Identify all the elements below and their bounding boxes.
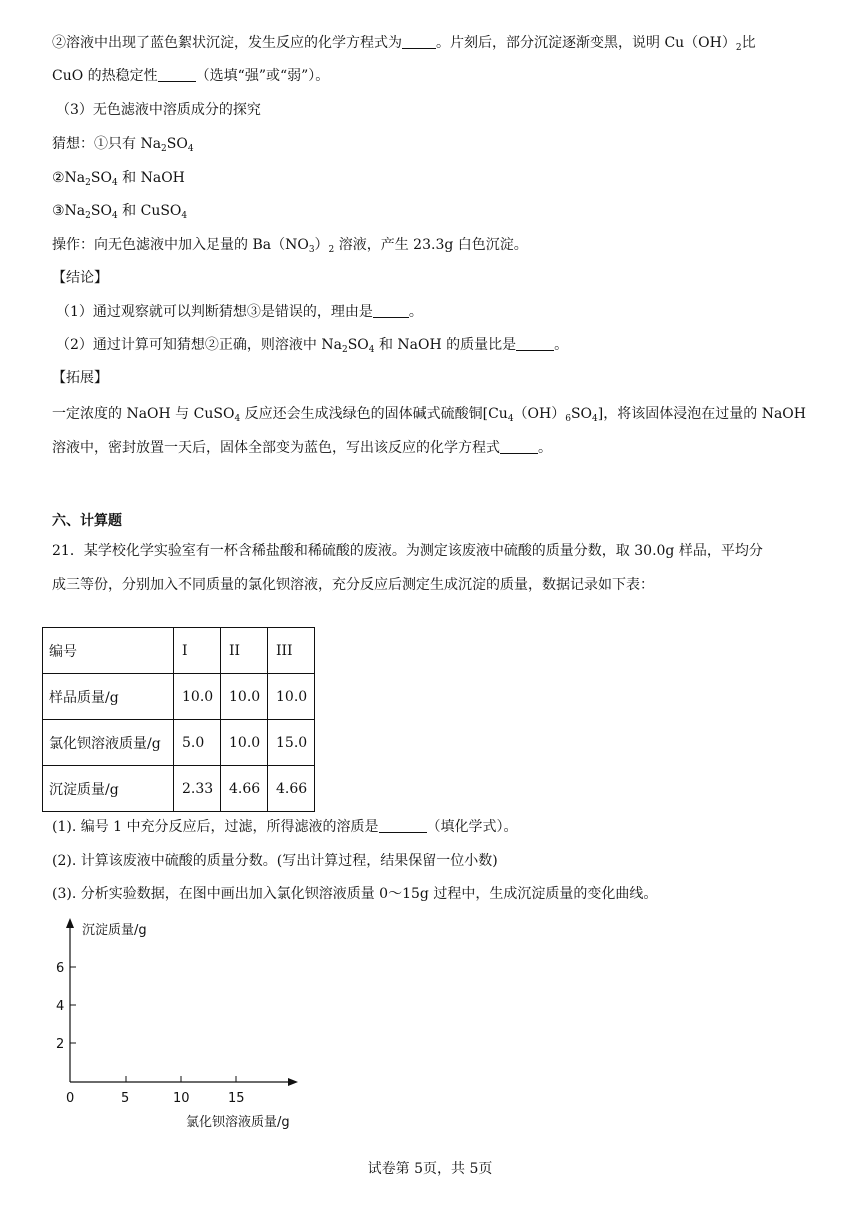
- text: 溶液，产生 23.3g 白色沉淀。: [334, 237, 528, 253]
- x-tick-label: 5: [121, 1091, 130, 1106]
- page-footer: 试卷第 5页，共 5页: [367, 1161, 493, 1177]
- text: 猜想：①只有 Na: [52, 136, 162, 152]
- table-row: [43, 674, 315, 720]
- table-cell: 沉淀质量/g: [43, 766, 174, 812]
- table-cell: 2.33: [174, 766, 221, 812]
- subscript: 4: [187, 144, 194, 154]
- subscript: 2: [341, 345, 348, 355]
- text: 和 CuSO: [117, 203, 182, 219]
- extend-line2: [52, 438, 552, 458]
- section-title: 六、计算题: [52, 513, 122, 529]
- text: 。片刻后，部分沉淀逐渐变黑，说明 Cu（OH）: [436, 35, 736, 51]
- text: （选填“强”或“弱”）。: [195, 68, 330, 84]
- table-cell: 10.0: [221, 720, 268, 766]
- data-table: [42, 627, 315, 812]
- text: 。: [408, 304, 423, 320]
- text: SO: [347, 337, 369, 353]
- subscript: 4: [234, 414, 241, 424]
- q21-line1: 21．某学校化学实验室有一杯含稀盐酸和稀硫酸的废液。为测定该废液中硫酸的质量分数，取 30.0g 样品，平均分: [52, 543, 763, 559]
- y-tick-label: 6: [56, 961, 65, 976]
- x-axis-label: 氯化钡溶液质量/g: [186, 1115, 290, 1130]
- text: （1）通过观察就可以判断猜想③是错误的，理由是: [56, 304, 373, 320]
- subquestion-2: (2). 计算该废液中硫酸的质量分数。(写出计算过程，结果保留一位小数): [52, 853, 498, 869]
- table-cell: 5.0: [174, 720, 221, 766]
- subscript: 4: [111, 211, 118, 221]
- text: 比: [741, 35, 756, 51]
- table-cell: 10.0: [268, 674, 315, 720]
- text: SO: [166, 136, 188, 152]
- text: ③Na: [52, 203, 86, 219]
- text: ②Na: [52, 170, 86, 186]
- extend-title: 【拓展】: [52, 370, 108, 386]
- subquestion-1: [52, 817, 518, 837]
- table-cell: II: [221, 628, 268, 674]
- subscript: 2: [328, 245, 335, 255]
- x-tick-label: 0: [66, 1091, 75, 1106]
- q20-item2-line1: [52, 33, 756, 53]
- conclusion-1: [56, 302, 423, 322]
- table-cell: I: [174, 628, 221, 674]
- conclusion-title: 【结论】: [52, 270, 108, 286]
- text: 和 NaOH: [117, 170, 185, 186]
- text: (1). 编号 1 中充分反应后，过滤，所得滤液的溶质是: [52, 819, 379, 835]
- conclusion-2: [56, 335, 568, 355]
- subscript: 2: [85, 178, 91, 188]
- table-cell: 15.0: [268, 720, 315, 766]
- text: SO: [90, 170, 112, 186]
- y-axis-arrow-icon: [66, 918, 74, 928]
- answer-graph[interactable]: [44, 912, 324, 1134]
- text: SO: [90, 203, 112, 219]
- table-cell: 样品质量/g: [43, 674, 174, 720]
- y-axis-label: 沉淀质量/g: [82, 923, 147, 938]
- x-tick-label: 10: [173, 1091, 190, 1106]
- text: ]，将该固体浸泡在过量的 NaOH: [597, 406, 806, 422]
- answer-blank[interactable]: [516, 336, 554, 351]
- text: 一定浓度的 NaOH 与 CuSO: [52, 406, 235, 422]
- table-cell: 4.66: [268, 766, 315, 812]
- text: （2）通过计算可知猜想②正确，则溶液中 Na: [56, 337, 342, 353]
- table-cell: 编号: [43, 628, 174, 674]
- table-row: [43, 766, 315, 812]
- y-tick-label: 2: [56, 1037, 65, 1052]
- part3-title: （3）无色滤液中溶质成分的探究: [56, 102, 261, 118]
- table-cell: III: [268, 628, 315, 674]
- text: ②溶液中出现了蓝色絮状沉淀，发生反应的化学方程式为: [52, 35, 402, 51]
- table-cell: 10.0: [221, 674, 268, 720]
- guess-1: [52, 134, 194, 154]
- subscript: 2: [735, 43, 742, 53]
- subscript: 2: [85, 211, 91, 221]
- answer-blank[interactable]: [158, 67, 196, 82]
- extend-line1: [52, 404, 806, 424]
- subquestion-3: (3). 分析实验数据，在图中画出加入氯化钡溶液质量 0～15g 过程中，生成沉淀质量的变化曲线。: [52, 886, 658, 902]
- q20-item2-line2: [52, 66, 329, 86]
- table-cell: 氯化钡溶液质量/g: [43, 720, 174, 766]
- text: （OH）: [513, 406, 566, 422]
- table-cell: 10.0: [174, 674, 221, 720]
- subscript: 4: [368, 345, 375, 355]
- table-row: [43, 628, 315, 674]
- table-cell: 4.66: [221, 766, 268, 812]
- text: ）: [314, 237, 329, 253]
- text: SO: [570, 406, 593, 422]
- answer-blank[interactable]: [500, 439, 538, 454]
- subscript: 4: [181, 211, 188, 221]
- x-tick-label: 15: [228, 1091, 245, 1106]
- subscript: 6: [565, 414, 571, 424]
- subscript: 3: [308, 245, 315, 255]
- subscript: 2: [161, 144, 167, 154]
- subscript: 4: [507, 414, 514, 424]
- text: CuO 的热稳定性: [52, 68, 158, 84]
- subscript: 4: [111, 178, 118, 188]
- answer-blank[interactable]: [402, 34, 436, 49]
- answer-blank[interactable]: [373, 303, 409, 318]
- operation: [52, 235, 528, 255]
- text: 溶液中，密封放置一天后，固体全部变为蓝色，写出该反应的化学方程式: [52, 440, 500, 456]
- q21-line2: 成三等份，分别加入不同质量的氯化钡溶液，充分反应后测定生成沉淀的质量，数据记录如下表：: [52, 577, 654, 593]
- text: 和 NaOH 的质量比是: [374, 337, 517, 353]
- guess-3: [52, 201, 187, 221]
- answer-blank[interactable]: [379, 818, 427, 833]
- subscript: 4: [592, 414, 598, 424]
- text: 。: [554, 337, 569, 353]
- table-row: [43, 720, 315, 766]
- guess-2: [52, 168, 185, 188]
- text: 。: [538, 440, 552, 456]
- text: （填化学式）。: [426, 819, 518, 835]
- y-tick-label: 4: [56, 999, 65, 1014]
- text: 反应还会生成浅绿色的固体碱式硫酸铜[Cu: [240, 406, 508, 422]
- x-axis-arrow-icon: [288, 1078, 298, 1086]
- text: 操作：向无色滤液中加入足量的 Ba（NO: [52, 237, 309, 253]
